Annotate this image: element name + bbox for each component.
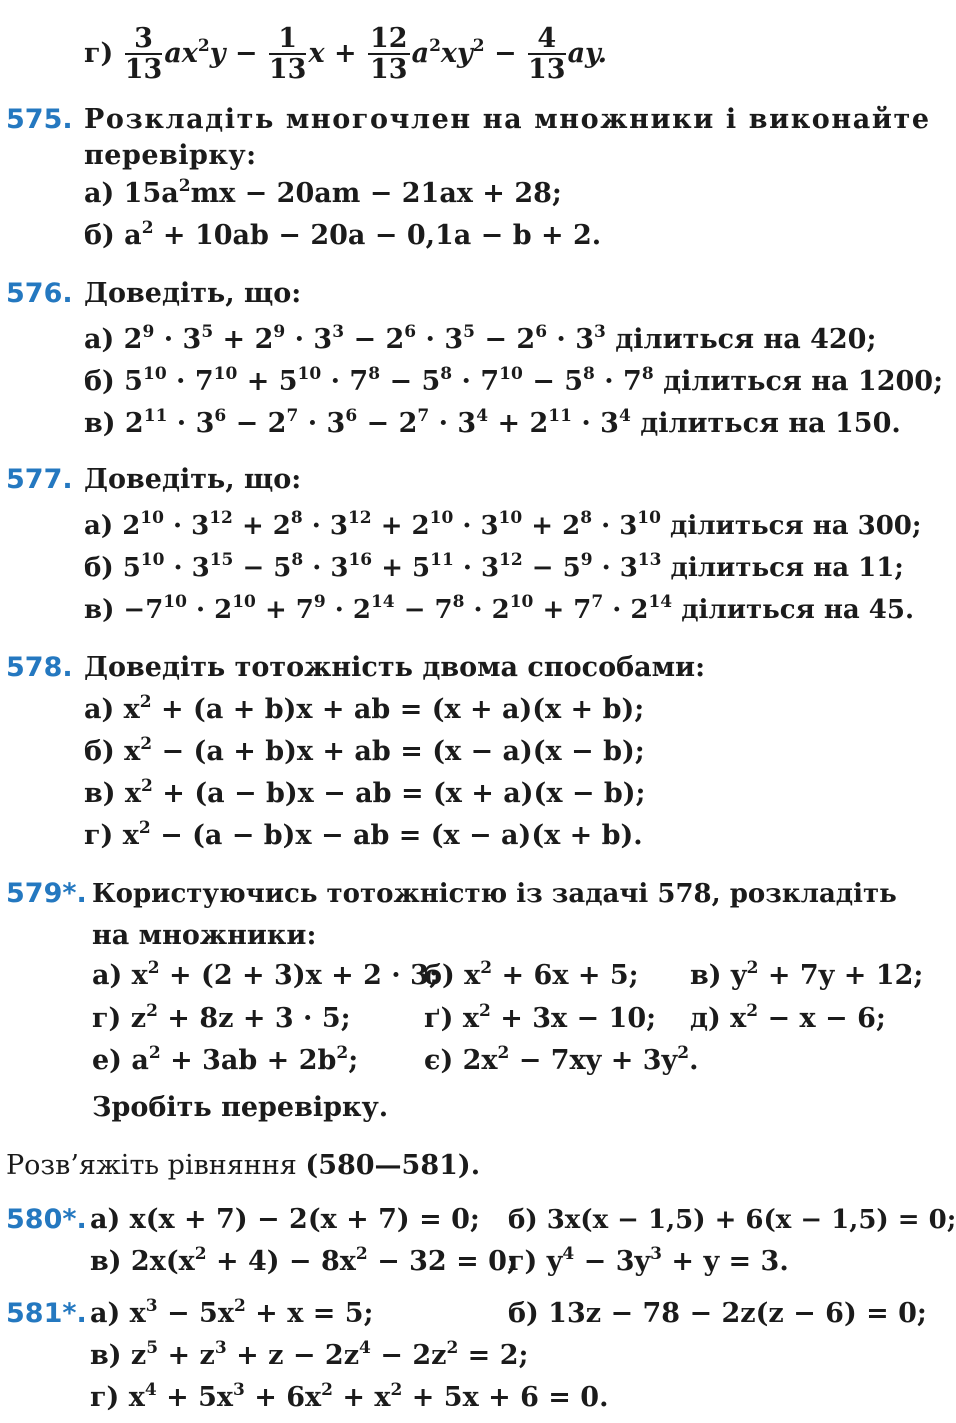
item-label: г) [84,38,114,69]
problem-575-b: б) $a^2 + 10ab - 20a - 0,1a - b + 2$. [84,218,602,251]
problem-581-c: в) $z^5 + z^3 + z - 2z^4 - 2z^2 = 2$; [90,1338,529,1371]
problem-579-e: ґ) $x^2 + 3x - 10$; [424,1001,657,1034]
fraction: $\frac{4}{13}$ [527,22,566,85]
problem-579-g: е) $a^2 + 3ab + 2b^2$; [92,1043,359,1076]
problem-581-d: г) $x^4 + 5x^3 + 6x^2 + x^2 + 5x + 6 = 0$. [90,1380,609,1413]
problem-580-a: а) x(x + 7) − 2(x + 7) = 0; [90,1204,480,1235]
problem-number-577: 577. [6,464,73,495]
exponent: 2 [197,36,210,56]
problem-577-c: $в) -7^{10} \cdot 2^{10} + 7^9 \cdot 2^{14} - 7^8 \cdot 2^{10} + 7^7 \cdot 2^{14}$ ділиться на 45. [84,592,915,625]
problem-579-text-2: на множники: [92,920,317,951]
problem-579-a: а) $x^2 + (2 + 3)x + 2 \cdot 3$; [92,958,439,991]
problem-579-text: Користуючись тотожністю із задачі 578, розкладіть [92,879,897,909]
problem-574-g [84,22,607,86]
problem-577-b: б) $5^{10} \cdot 3^{15} - 5^8 \cdot 3^{16} + 5^{11} \cdot 3^{12} - 5^9 \cdot 3^{13}$ ділиться на 11; [84,550,904,583]
problem-578-d: г) $x^2 - (a - b)x$ − ab = (x − a)(x + b). [84,818,643,851]
problem-575-a: а) $15a^2mx - 20am - 21ax + 28$; [84,176,562,209]
problem-579-h: є) $2x^2 - 7xy + 3y^2$. [424,1043,699,1076]
problem-number-575: 575. [6,104,73,135]
problem-579-d: г) $z^2 + 8z + 3 \cdot 5$; [92,1001,351,1034]
section-instruction: Розв’яжіть рівняння (580—581). [6,1150,481,1181]
problem-number-581: 581*. [6,1298,87,1329]
problem-579-c: в) $y^2 + 7y + 12$; [690,958,924,991]
problem-578-c: в) $x^2 + (a - b)x$ − ab = (x + a)(x − b); [84,776,646,809]
problem-579-check: Зробіть перевірку. [92,1092,389,1123]
exponent: 2 [429,36,441,56]
problem-581-a: а) $x^3 - 5x^2 + x = 5$; [90,1296,374,1329]
problem-579-f: д) $x^2 - x - 6$; [690,1001,886,1034]
problem-579-b: б) $x^2 + 6x + 5$; [424,958,639,991]
problem-581-b: б) 13z − 78 − 2z(z − 6) = 0; [508,1298,927,1329]
problem-number-579: 579*. [6,878,87,909]
problem-576-title: Доведіть, що: [84,278,302,309]
problem-578-title: Доведіть тотожність двома способами: [84,652,706,683]
problem-580-c: в) $2x(x^2 + 4) - 8x^2 - 32 = 0$; [90,1244,517,1277]
term: − [493,38,517,69]
problem-575-text-2: перевірку: [84,140,257,171]
problem-578-a: а) $x^2 + (a + b)x$ + ab = (x + a)(x + b); [84,692,645,725]
fraction: $\frac{12}{13}$ [369,22,408,85]
problem-575-text: Розкладіть многочлен на множники і виконайте [84,104,931,135]
problem-577-a: а) $2^{10} \cdot 3^{12} + 2^8 \cdot 3^{12} + 2^{10} \cdot 3^{10} + 2^8 \cdot 3^{10}$ ділиться на 300; [84,508,922,541]
problem-580-d: г) $y^4 - 3y^3 + y = 3$. [508,1244,789,1277]
problem-576-b: б) $5^{10} \cdot 7^{10} + 5^{10} \cdot 7^8 - 5^8 \cdot 7^{10} - 5^8 \cdot 7^8$ ділиться на 1200; [84,364,944,397]
problem-577-title: Доведіть, що: [84,464,302,495]
problem-576-c: в) $2^{11} \cdot 3^6 - 2^7 \cdot 3^6 - 2^7 \cdot 3^4 + 2^{11} \cdot 3^4$ ділиться на 150. [84,406,901,439]
problem-576-a: а) $2^9 \cdot 3^5 + 2^9 \cdot 3^3 - 2^6 \cdot 3^5 - 2^6 \cdot 3^3$ ділиться на 420; [84,322,877,355]
fraction: $\frac{3}{13}$ [124,22,163,85]
term: xy [440,38,473,69]
term: x + [308,38,357,69]
problem-number-580: 580*. [6,1204,87,1235]
problem-number-578: 578. [6,652,73,683]
problem-580-b: б) 3x(x − 1,5) + 6(x − 1,5) = 0; [508,1205,956,1235]
term: a [411,38,430,69]
fraction: $\frac{1}{13}$ [268,22,307,85]
term: y − [209,38,258,69]
problem-578-b: б) $x^2 - (a + b)x$ + ab = (x − a)(x − b); [84,734,645,767]
term: ay. [567,38,608,69]
exponent: 2 [472,36,485,56]
problem-number-576: 576. [6,278,73,309]
term: ax [164,38,198,69]
